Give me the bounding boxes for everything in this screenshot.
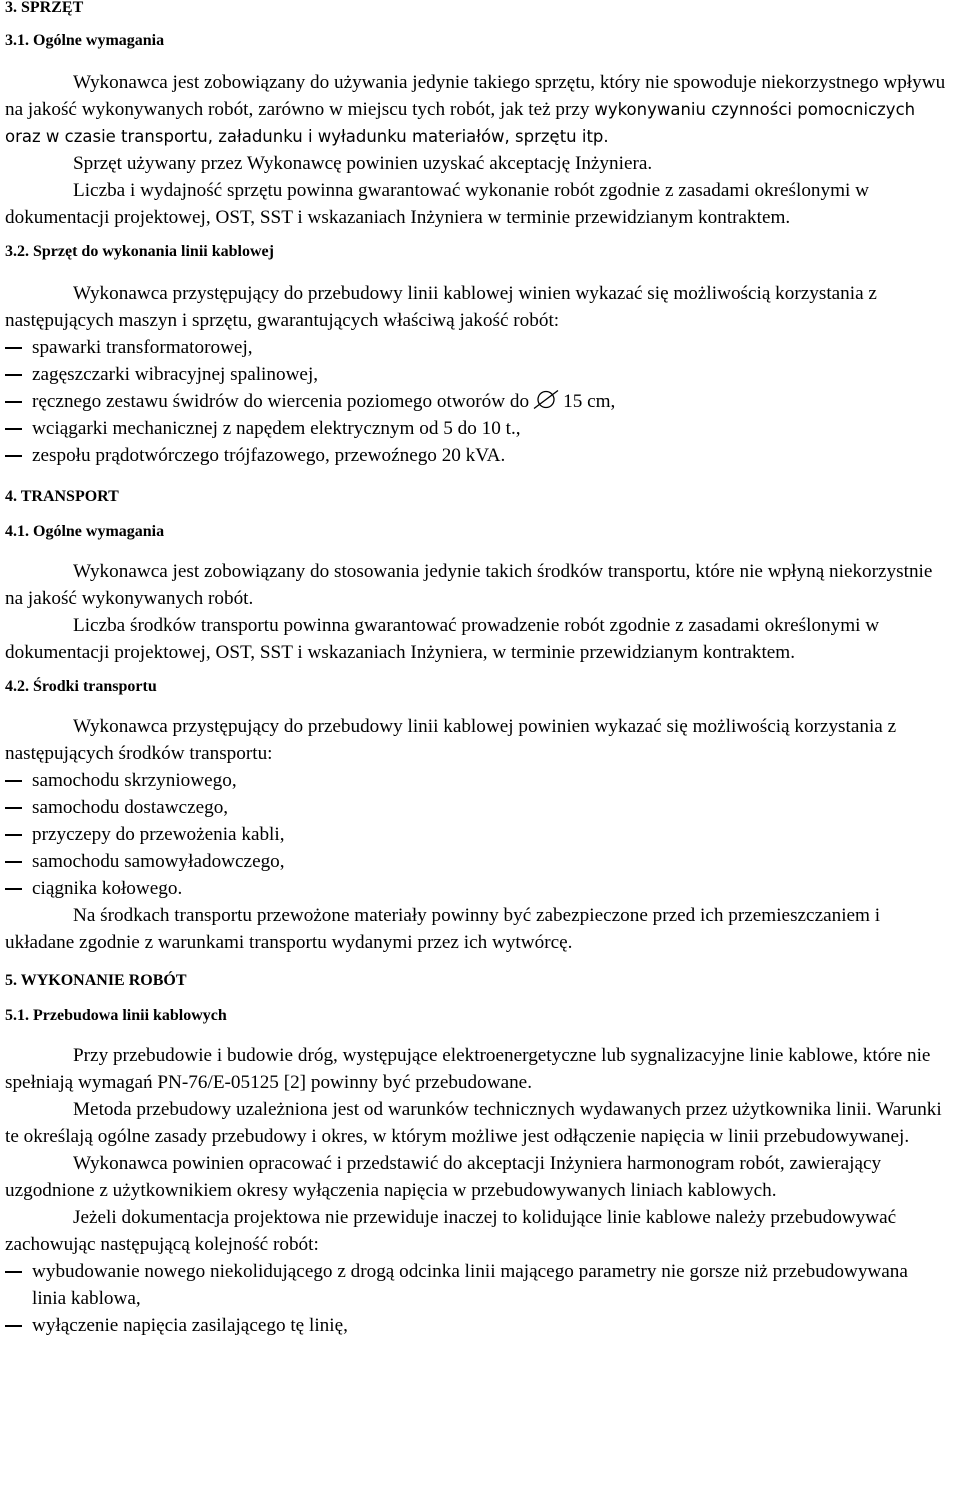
list-item: przyczepy do przewożenia kabli,: [5, 821, 946, 848]
dash-bullet: [5, 428, 22, 430]
section-3-1-heading: 3.1. Ogólne wymagania: [5, 32, 165, 49]
dash-bullet: [5, 374, 22, 376]
list-item: wyłączenie napięcia zasilającego tę linię,: [5, 1312, 946, 1339]
dash-bullet: [5, 888, 22, 890]
equipment-list: [5, 334, 946, 469]
list-item: samochodu samowyładowczego,: [5, 848, 946, 875]
paragraph: Wykonawca powinien opracować i przedstawić do akceptacji Inżyniera harmonogram robót, zawierający uzgodnione z użytkownikiem okresy wyłączenia napięcia w przebudowywanych liniach kablowych.: [5, 1153, 882, 1201]
section-4-heading: 4. TRANSPORT: [5, 488, 119, 505]
paragraph: Przy przebudowie i budowie dróg, występujące elektroenergetyczne lub sygnalizacyjne linie kablowe, które nie spełniają wymagań PN-76/E-05125 [2] powinny być przebudowane.: [5, 1045, 931, 1093]
dash-bullet: [5, 834, 22, 836]
paragraph-text-sans: wykonywaniu czynności pomocniczych oraz w czasie transportu, załadunku i wyładunku materiałów, sprzętu itp.: [5, 100, 916, 146]
dash-bullet: [5, 1271, 22, 1273]
dash-bullet: [5, 455, 22, 457]
paragraph: Liczba i wydajność sprzętu powinna gwarantować wykonanie robót zgodnie z zasadami określonymi w dokumentacji projektowej, OST, SST i wskazaniach Inżyniera w terminie przewidzianym kontraktem.: [5, 180, 870, 228]
list-item: wciągarki mechanicznej z napędem elektrycznym od 5 do 10 t.,: [5, 415, 946, 442]
list-item: ręcznego zestawu świdrów do wiercenia poziomego otworów do 15 cm,: [5, 388, 946, 415]
paragraph: [5, 69, 946, 150]
section-5-heading: 5. WYKONANIE ROBÓT: [5, 972, 187, 989]
paragraph: Sprzęt używany przez Wykonawcę powinien uzyskać akceptację Inżyniera.: [73, 153, 653, 174]
dash-bullet: [5, 780, 22, 782]
dash-bullet: [5, 807, 22, 809]
section-4-2-heading: 4.2. Środki transportu: [5, 678, 157, 695]
list-item: wybudowanie nowego niekolidującego z drogą odcinka linii mającego parametry nie gorsze niż przebudowywana linia kablowa,: [5, 1258, 946, 1312]
section-5-1-heading: 5.1. Przebudowa linii kablowych: [5, 1007, 227, 1024]
list-item: zespołu prądotwórczego trójfazowego, przewoźnego 20 kVA.: [5, 442, 946, 469]
paragraph: Na środkach transportu przewożone materiały powinny być zabezpieczone przed ich przemieszczaniem i układane zgodnie z warunkami transportu wydanymi przez ich wytwórcę.: [5, 905, 881, 953]
list-item: spawarki transformatorowej,: [5, 334, 946, 361]
section-4-1-heading: 4.1. Ogólne wymagania: [5, 523, 165, 540]
paragraph: Metoda przebudowy uzależniona jest od warunków technicznych wydawanych przez użytkownika linii. Warunki te określają ogólne zasady przebudowy i okres, w którym możliwe jest odłączenie napięcia w linii przebudowywanej.: [5, 1099, 942, 1147]
list-item: zagęszczarki wibracyjnej spalinowej,: [5, 361, 946, 388]
list-item: samochodu skrzyniowego,: [5, 767, 946, 794]
dash-bullet: [5, 347, 22, 349]
dash-bullet: [5, 1325, 22, 1327]
section-3-2-heading: 3.2. Sprzęt do wykonania linii kablowej: [5, 243, 274, 260]
paragraph-text: Wykonawca jest zobowiązany do używania jedynie takiego sprzętu, który nie spowoduje niekorzystnego wpływu na jakość wykonywanych robót, zarówno w miejscu tych robót, jak też przy: [5, 72, 946, 120]
list-item: samochodu dostawczego,: [5, 794, 946, 821]
paragraph: Liczba środków transportu powinna gwarantować prowadzenie robót zgodnie z zasadami określonymi w dokumentacji projektowej, OST, SST i wskazaniach Inżyniera, w terminie przewidzianym kontraktem.: [5, 615, 880, 663]
list-item: ciągnika kołowego.: [5, 875, 946, 902]
diameter-icon: [533, 390, 559, 409]
paragraph: Wykonawca jest zobowiązany do stosowania jedynie takich środków transportu, które nie wpłyną niekorzystnie na jakość wykonywanych robót.: [5, 561, 933, 609]
paragraph: Wykonawca przystępujący do przebudowy linii kablowej winien wykazać się możliwością korzystania z następujących maszyn i sprzętu, gwarantujących właściwą jakość robót:: [5, 283, 877, 331]
paragraph: Jeżeli dokumentacja projektowa nie przewiduje inaczej to kolidujące linie kablowe należy przebudowywać zachowując następującą kolejność robót:: [5, 1207, 897, 1255]
transport-list: [5, 767, 946, 902]
dash-bullet: [5, 861, 22, 863]
dash-bullet: [5, 401, 22, 403]
paragraph: Wykonawca przystępujący do przebudowy linii kablowej powinien wykazać się możliwością korzystania z następujących środków transportu:: [5, 716, 897, 764]
section-3-heading: 3. SPRZĘT: [5, 0, 84, 16]
works-order-list: [5, 1258, 946, 1339]
